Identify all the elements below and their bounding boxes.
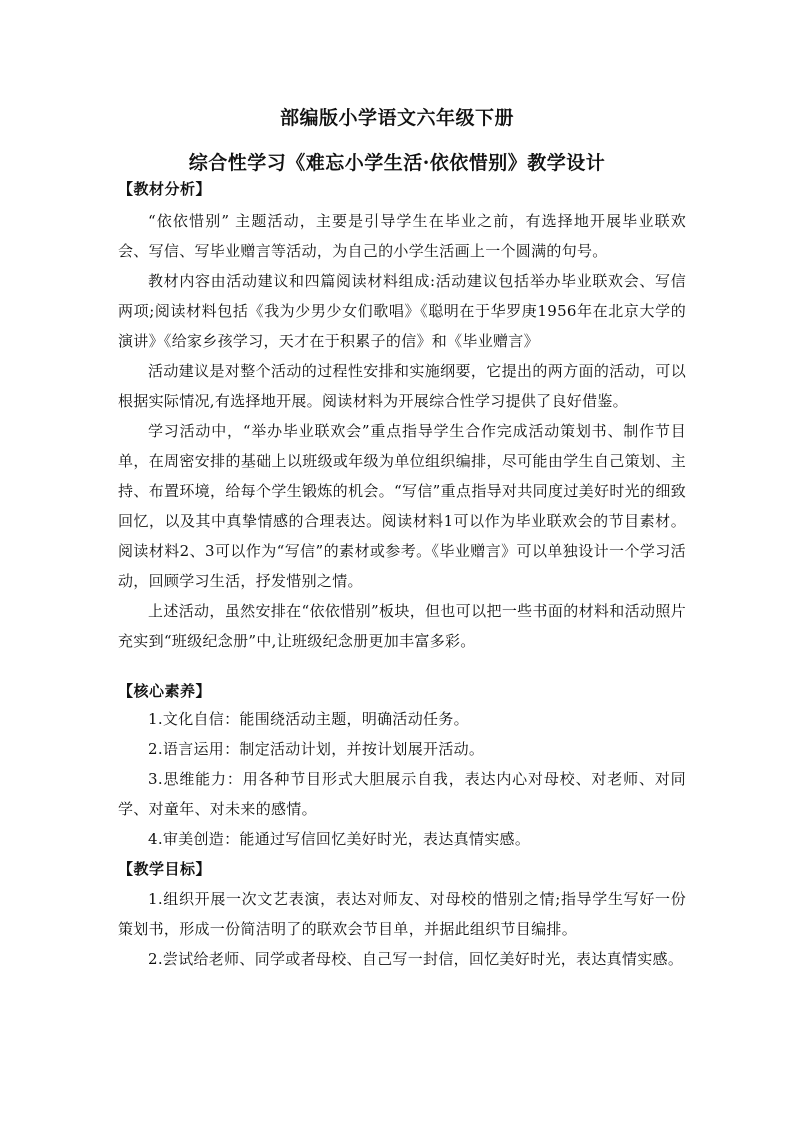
list-item: 2.尝试给老师、同学或者母校、自己写一封信，回忆美好时光，表达真情实感。 <box>148 950 684 968</box>
list-item: 1.组织开展一次文艺表演，表达对师友、对母校的惜别之情;指导学生写好一份策划书，形成一份简洁明了的联欢会节目单，并据此组织节目编排。 <box>118 890 686 938</box>
list-item: 4.审美创造：能通过写信回忆美好时光，表达真情实感。 <box>148 830 531 848</box>
list-item: 3.思维能力：用各种节目形式大胆展示自我，表达内心对母校、对老师、对同学、对童年、对未来的感情。 <box>118 770 686 818</box>
section-heading-textbook-analysis: 【教材分析】 <box>118 180 212 198</box>
section-heading-teaching-goals: 【教学目标】 <box>118 860 212 878</box>
section-body-textbook-analysis <box>118 206 686 656</box>
section-heading-core-literacy: 【核心素养】 <box>118 682 212 700</box>
paragraph: 学习活动中，“举办毕业联欢会”重点指导学生合作完成活动策划书、制作节目单，在周密安排的基础上以班级或年级为单位组织编排，尽可能由学生自己策划、主持、布置环境，给每个学生锻炼的机会。“写信”重点指导对共同度过美好时光的细致回忆，以及其中真挚情感的合理表达。阅读材料1可以作为毕业联欢会的节目素材。阅读材料2、3可以作为“写信”的素材或参考。《毕业赠言》可以单独设计一个学习活动，回顾学习生活，抒发惜别之情。 <box>118 422 686 590</box>
paragraph: 教材内容由活动建议和四篇阅读材料组成:活动建议包括举办毕业联欢会、写信两项;阅读材料包括《我为少男少女们歌唱》《聪明在于华罗庚1956年在北京大学的演讲》《给家乡孩学习，天才在于积累子的信》和《毕业赠言》 <box>118 272 686 350</box>
document-subtitle: 综合性学习《难忘小学生活·依依惜别》教学设计 <box>188 152 606 174</box>
list-item: 1.文化自信：能围绕活动主题，明确活动任务。 <box>148 710 469 728</box>
document-title: 部编版小学语文六年级下册 <box>279 107 514 129</box>
paragraph: 上述活动，虽然安排在“依依惜别”板块，但也可以把一些书面的材料和活动照片充实到“班级纪念册”中,让班级纪念册更加丰富多彩。 <box>118 602 686 650</box>
paragraph: “依依惜别” 主题活动，主要是引导学生在毕业之前，有选择地开展毕业联欢会、写信、写毕业赠言等活动，为自己的小学生活画上一个圆满的句号。 <box>118 212 686 260</box>
list-item: 2.语言运用：制定活动计划，并按计划展开活动。 <box>148 740 485 758</box>
section-body-core-literacy <box>118 704 686 854</box>
section-body-teaching-goals <box>118 884 686 974</box>
paragraph: 活动建议是对整个活动的过程性安排和实施纲要，它提出的两方面的活动，可以根据实际情况,有选择地开展。阅读材料为开展综合性学习提供了良好借鉴。 <box>118 362 686 410</box>
